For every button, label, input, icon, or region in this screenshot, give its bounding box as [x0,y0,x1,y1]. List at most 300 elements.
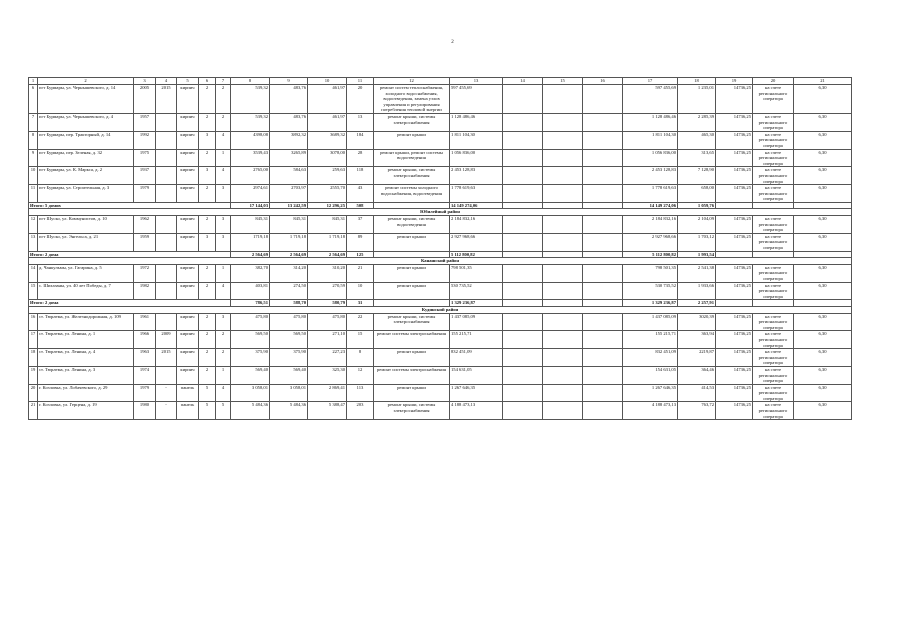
cell-c13: 1 267 646,35 [450,384,503,402]
cell-c21: 6,30 [794,149,852,167]
cell-c12: ремонт крыши, системы водоотведения [374,216,450,234]
cell-c4: 2009 [156,331,177,349]
cell-c16 [583,113,623,131]
cell-c7: 2 [216,349,231,367]
cell-n: 14 [29,264,38,282]
cell-c18: 363,94 [678,331,716,349]
cell-c19: 14736,25 [716,331,753,349]
cell-c9: 274,50 [270,282,308,300]
cell-c3: 1979 [134,185,156,203]
table-row [29,216,852,234]
cell-c7: 4 [216,384,231,402]
cell-c15 [543,233,583,251]
table-row [29,402,852,420]
cell-c3: 1980 [134,402,156,420]
cell-c15 [543,331,583,349]
cell-c7: 1 [216,149,231,167]
cell-c18: 2 104,09 [678,216,716,234]
header-number-cell: 5 [177,78,199,85]
district-header-row [29,209,852,216]
cell-c15 [543,131,583,149]
header-number-cell: 2 [38,78,134,85]
cell-c21: 6,30 [794,85,852,114]
total-c21 [794,251,852,258]
cell-c10: 3078,00 [308,149,347,167]
header-number-cell: 3 [134,78,156,85]
total-c10: 580,79 [308,300,347,307]
cell-c3: 1937 [134,167,156,185]
total-c19 [716,251,753,258]
table-row [29,85,852,114]
cell-c18: 1 933,66 [678,282,716,300]
header-number-cell: 16 [583,78,623,85]
cell-c8: 845,31 [231,216,270,234]
cell-c20: на счете регионального оператора [753,331,794,349]
cell-c5: кирпич [177,366,199,384]
cell-c7: 4 [216,131,231,149]
cell-c20: на счете регионального оператора [753,313,794,331]
cell-c19: 14736,25 [716,402,753,420]
cell-c6: 2 [199,331,216,349]
cell-c20: на счете регионального оператора [753,402,794,420]
total-c11: 31 [347,300,374,307]
cell-c14 [503,185,543,203]
cell-c6: 2 [199,113,216,131]
header-number-cell: 19 [716,78,753,85]
table-row [29,185,852,203]
cell-c5: кирпич [177,233,199,251]
cell-n: 7 [29,113,38,131]
cell-c5: кирпич [177,149,199,167]
cell-c8: 403,81 [231,282,270,300]
cell-c4 [156,282,177,300]
total-c9: 588,70 [270,300,308,307]
cell-c5: кирпич [177,185,199,203]
cell-c14 [503,366,543,384]
cell-addr: пгт Шуско, ул. Энгельса, д. 21 [38,233,134,251]
total-c12 [374,251,450,258]
cell-c17: 1 128 486,46 [623,113,678,131]
cell-c15 [543,282,583,300]
cell-c14 [503,313,543,331]
cell-c11: 8 [347,349,374,367]
header-number-cell: 13 [450,78,503,85]
cell-c4: 2015 [156,85,177,114]
cell-c6: 2 [199,216,216,234]
district-header-row [29,306,852,313]
cell-c5: кирпич [177,167,199,185]
cell-c9: 2703,97 [270,185,308,203]
cell-c12: ремонт крыши [374,131,450,149]
cell-c21: 6,30 [794,313,852,331]
cell-c17: 530 735,52 [623,282,678,300]
cell-c19: 14736,25 [716,349,753,367]
total-label: Итого: 5 домов [29,202,231,209]
cell-c14 [503,282,543,300]
cell-c21: 6,30 [794,402,852,420]
cell-c6: 2 [199,149,216,167]
cell-c16 [583,131,623,149]
header-number-row [29,78,852,85]
cell-c12: ремонт крыши, системы электроснабжения [374,313,450,331]
cell-c15 [543,264,583,282]
cell-c10: 3689,32 [308,131,347,149]
cell-c21: 6,30 [794,233,852,251]
cell-c14 [503,216,543,234]
cell-c6: 2 [199,366,216,384]
total-c16 [583,202,623,209]
cell-addr: г. Козловка, ул. Герцена, д. 19 [38,402,134,420]
cell-c5: кирпич [177,349,199,367]
cell-c20: на счете регионального оператора [753,131,794,149]
table-row [29,313,852,331]
cell-c16 [583,233,623,251]
cell-c7: 5 [216,402,231,420]
cell-c17: 1 811 104,30 [623,131,678,149]
cell-c18: 465,30 [678,131,716,149]
cell-c18: 414,53 [678,384,716,402]
cell-c14 [503,384,543,402]
cell-c18: 1 235,01 [678,85,716,114]
cell-c9: 483,76 [270,113,308,131]
cell-c3: 1966 [134,331,156,349]
cell-n: 11 [29,185,38,203]
cell-c19: 14736,25 [716,131,753,149]
cell-c3: 1979 [134,384,156,402]
cell-c7: 3 [216,233,231,251]
cell-c14 [503,331,543,349]
cell-c17: 155 215,71 [623,331,678,349]
cell-c17: 1 056 836,00 [623,149,678,167]
table-row [29,264,852,282]
cell-c14 [503,113,543,131]
total-row [29,300,852,307]
total-c16 [583,300,623,307]
total-c9: 13 242,59 [270,202,308,209]
total-c20 [753,251,794,258]
cell-c11: 184 [347,131,374,149]
cell-c18: 658,00 [678,185,716,203]
table-body [29,78,852,420]
cell-c13: 154 631,05 [450,366,503,384]
cell-c16 [583,313,623,331]
cell-c19: 14736,25 [716,185,753,203]
cell-c10: 475,80 [308,313,347,331]
header-number-cell: 15 [543,78,583,85]
cell-c13: 1 056 836,00 [450,149,503,167]
cell-c10: 2 869,41 [308,384,347,402]
cell-c9: 569,50 [270,331,308,349]
cell-c11: 203 [347,402,374,420]
cell-c8: 569,40 [231,366,270,384]
cell-n: 15 [29,282,38,300]
cell-c13: 1 437 085,09 [450,313,503,331]
cell-c13: 2 184 832,16 [450,216,503,234]
cell-c17: 2 927 968,66 [623,233,678,251]
cell-c15 [543,185,583,203]
cell-c13: 597 455,69 [450,85,503,114]
cell-c10: 1 719,18 [308,233,347,251]
cell-c19: 14736,25 [716,313,753,331]
table-row [29,384,852,402]
cell-c15 [543,366,583,384]
cell-c8: 2974,61 [231,185,270,203]
total-c8: 786,51 [231,300,270,307]
cell-c13: 832 451,09 [450,349,503,367]
total-c21 [794,300,852,307]
table-row [29,349,852,367]
cell-c11: 37 [347,216,374,234]
cell-c14 [503,131,543,149]
total-c14 [503,300,543,307]
cell-c18: 1 703,12 [678,233,716,251]
cell-c3: 1974 [134,366,156,384]
cell-c10: 2555,70 [308,185,347,203]
cell-c7: 3 [216,185,231,203]
cell-c17: 798 501,35 [623,264,678,282]
cell-n: 10 [29,167,38,185]
total-c8: 17 144,03 [231,202,270,209]
header-number-cell: 18 [678,78,716,85]
cell-addr: пгт Бурмары, ул. К. Маркса, д. 2 [38,167,134,185]
cell-c5: кирпич [177,264,199,282]
cell-c20: на счете регионального оператора [753,233,794,251]
cell-c20: на счете регионального оператора [753,349,794,367]
total-c13: 5 112 800,82 [450,251,503,258]
cell-c20: на счете регионального оператора [753,85,794,114]
cell-c7: 4 [216,282,231,300]
cell-c21: 6,30 [794,167,852,185]
cell-n: 21 [29,402,38,420]
cell-n: 8 [29,131,38,149]
cell-c12: ремонт крыши [374,264,450,282]
cell-c6: 5 [199,402,216,420]
cell-c15 [543,402,583,420]
cell-addr: пгт Бурмары, ул. Строительная, д. 3 [38,185,134,203]
cell-c9: 314,20 [270,264,308,282]
cell-c14 [503,264,543,282]
total-c19 [716,202,753,209]
cell-addr: ст. Тюрлема, ул. Ленина, д. 1 [38,331,134,349]
cell-c8: 375,90 [231,349,270,367]
cell-c16 [583,366,623,384]
cell-c10: 845,31 [308,216,347,234]
cell-c18: 313,65 [678,149,716,167]
cell-c11: 12 [347,366,374,384]
total-c16 [583,251,623,258]
cell-c15 [543,349,583,367]
cell-c3: 1959 [134,233,156,251]
cell-c7: 1 [216,264,231,282]
cell-c17: 1 267 646,35 [623,384,678,402]
cell-c5: панель [177,384,199,402]
cell-n: 17 [29,331,38,349]
cell-c5: кирпич [177,113,199,131]
cell-addr: д. Чанкульмы, ул. Гагарина, д. 5 [38,264,134,282]
cell-c6: 2 [199,85,216,114]
total-c21 [794,202,852,209]
cell-c21: 6,30 [794,366,852,384]
total-c17: 5 112 800,82 [623,251,678,258]
cell-c19: 14736,25 [716,233,753,251]
total-c13: 14 149 274,06 [450,202,503,209]
cell-c16 [583,384,623,402]
cell-c11: 28 [347,149,374,167]
cell-c11: 43 [347,185,374,203]
cell-c16 [583,85,623,114]
total-c15 [543,251,583,258]
cell-c8: 3539,43 [231,149,270,167]
total-c11: 125 [347,251,374,258]
total-label: Итого: 2 дома [29,300,231,307]
cell-c20: на счете регионального оператора [753,264,794,282]
cell-c3: 1992 [134,131,156,149]
cell-c4 [156,167,177,185]
cell-addr: пгт Бурмары, пер. Тракторный, д. 14 [38,131,134,149]
cell-c16 [583,402,623,420]
cell-c16 [583,331,623,349]
cell-c5: кирпич [177,131,199,149]
cell-c7: 3 [216,216,231,234]
cell-c17: 154 631,05 [623,366,678,384]
cell-c18: 2 285,39 [678,113,716,131]
cell-c21: 6,30 [794,131,852,149]
cell-addr: пгт Бурмары, ул. Чернышевского, д. 14 [38,85,134,114]
cell-c6: 2 [199,282,216,300]
total-c14 [503,251,543,258]
cell-c13: 155 215,71 [450,331,503,349]
cell-c10: 310,20 [308,264,347,282]
cell-c18: 2219,87 [678,349,716,367]
cell-c19: 14736,25 [716,282,753,300]
cell-c14 [503,233,543,251]
total-c18: 1 993,54 [678,251,716,258]
total-c18: 1 059,76 [678,202,716,209]
cell-c12: ремонт крыши [374,282,450,300]
cell-c14 [503,85,543,114]
cell-c9: 845,31 [270,216,308,234]
cell-c13: 530 735,52 [450,282,503,300]
cell-c9: 375,90 [270,349,308,367]
cell-c8: 1719,18 [231,233,270,251]
cell-c21: 6,30 [794,282,852,300]
cell-c4 [156,185,177,203]
cell-c17: 1 778 619,63 [623,185,678,203]
cell-c7: 2 [216,113,231,131]
cell-addr: с. Шихазаны, ул. 40 лет Победы, д. 7 [38,282,134,300]
table-row [29,149,852,167]
cell-c8: 2765,00 [231,167,270,185]
district-name: Канашский район [29,258,852,265]
cell-c13: 2 453 128,83 [450,167,503,185]
cell-c18: 2 541,38 [678,264,716,282]
cell-c3: 1963 [134,349,156,367]
cell-c17: 832 451,09 [623,349,678,367]
cell-n: 16 [29,313,38,331]
total-c13: 1 329 236,87 [450,300,503,307]
cell-c15 [543,113,583,131]
capital-repair-register-table [28,77,852,420]
cell-c17: 597 455,69 [623,85,678,114]
cell-c7: 2 [216,331,231,349]
cell-c8: 382,70 [231,264,270,282]
cell-c9: 584,63 [270,167,308,185]
cell-c4: - [156,402,177,420]
cell-c10: 270,59 [308,282,347,300]
header-number-cell: 4 [156,78,177,85]
cell-c21: 6,30 [794,349,852,367]
header-number-cell: 17 [623,78,678,85]
cell-c10: 227,23 [308,349,347,367]
cell-c6: 2 [199,313,216,331]
total-c17: 14 149 274,06 [623,202,678,209]
total-c8: 2 564,69 [231,251,270,258]
cell-c9: 569,40 [270,366,308,384]
total-c11: 508 [347,202,374,209]
cell-c12: ремонт крыши, системы электроснабжения [374,402,450,420]
cell-c4 [156,264,177,282]
cell-c4 [156,149,177,167]
cell-c8: 5 484,36 [231,402,270,420]
total-c18: 2 257,91 [678,300,716,307]
cell-c11: 118 [347,167,374,185]
cell-c16 [583,185,623,203]
cell-c16 [583,149,623,167]
cell-c9: 3265,89 [270,149,308,167]
total-c15 [543,300,583,307]
header-number-cell: 1 [29,78,38,85]
cell-c5: кирпич [177,85,199,114]
total-row [29,251,852,258]
table-row [29,113,852,131]
cell-c6: 2 [199,264,216,282]
cell-c11: 21 [347,264,374,282]
cell-c15 [543,167,583,185]
table-row [29,233,852,251]
header-number-cell: 7 [216,78,231,85]
cell-c6: 3 [199,131,216,149]
cell-c9: 3892,32 [270,131,308,149]
cell-c8: 4398,08 [231,131,270,149]
cell-c12: ремонт крыши, системы электроснабжения [374,167,450,185]
cell-n: 13 [29,233,38,251]
cell-c16 [583,264,623,282]
cell-c16 [583,282,623,300]
cell-c14 [503,149,543,167]
cell-addr: пгт Бурмары, ул. Чернышевского, д. 4 [38,113,134,131]
cell-c10: 461,97 [308,113,347,131]
cell-c13: 2 927 968,66 [450,233,503,251]
cell-c6: 2 [199,185,216,203]
cell-c21: 6,30 [794,384,852,402]
cell-addr: ст. Тюрлема, ул. Ленина, д. 3 [38,366,134,384]
cell-c8: 3 058,01 [231,384,270,402]
total-c19 [716,300,753,307]
cell-c19: 14736,25 [716,167,753,185]
cell-n: 9 [29,149,38,167]
cell-c17: 4 188 473,13 [623,402,678,420]
cell-c10: 461,97 [308,85,347,114]
cell-c21: 6,30 [794,331,852,349]
cell-c8: 539,32 [231,113,270,131]
cell-c9: 475,80 [270,313,308,331]
cell-c8: 569,50 [231,331,270,349]
cell-c6: 3 [199,167,216,185]
cell-c13: 1 811 104,30 [450,131,503,149]
header-number-cell: 9 [270,78,308,85]
cell-c19: 14736,25 [716,113,753,131]
cell-c4: 2015 [156,349,177,367]
